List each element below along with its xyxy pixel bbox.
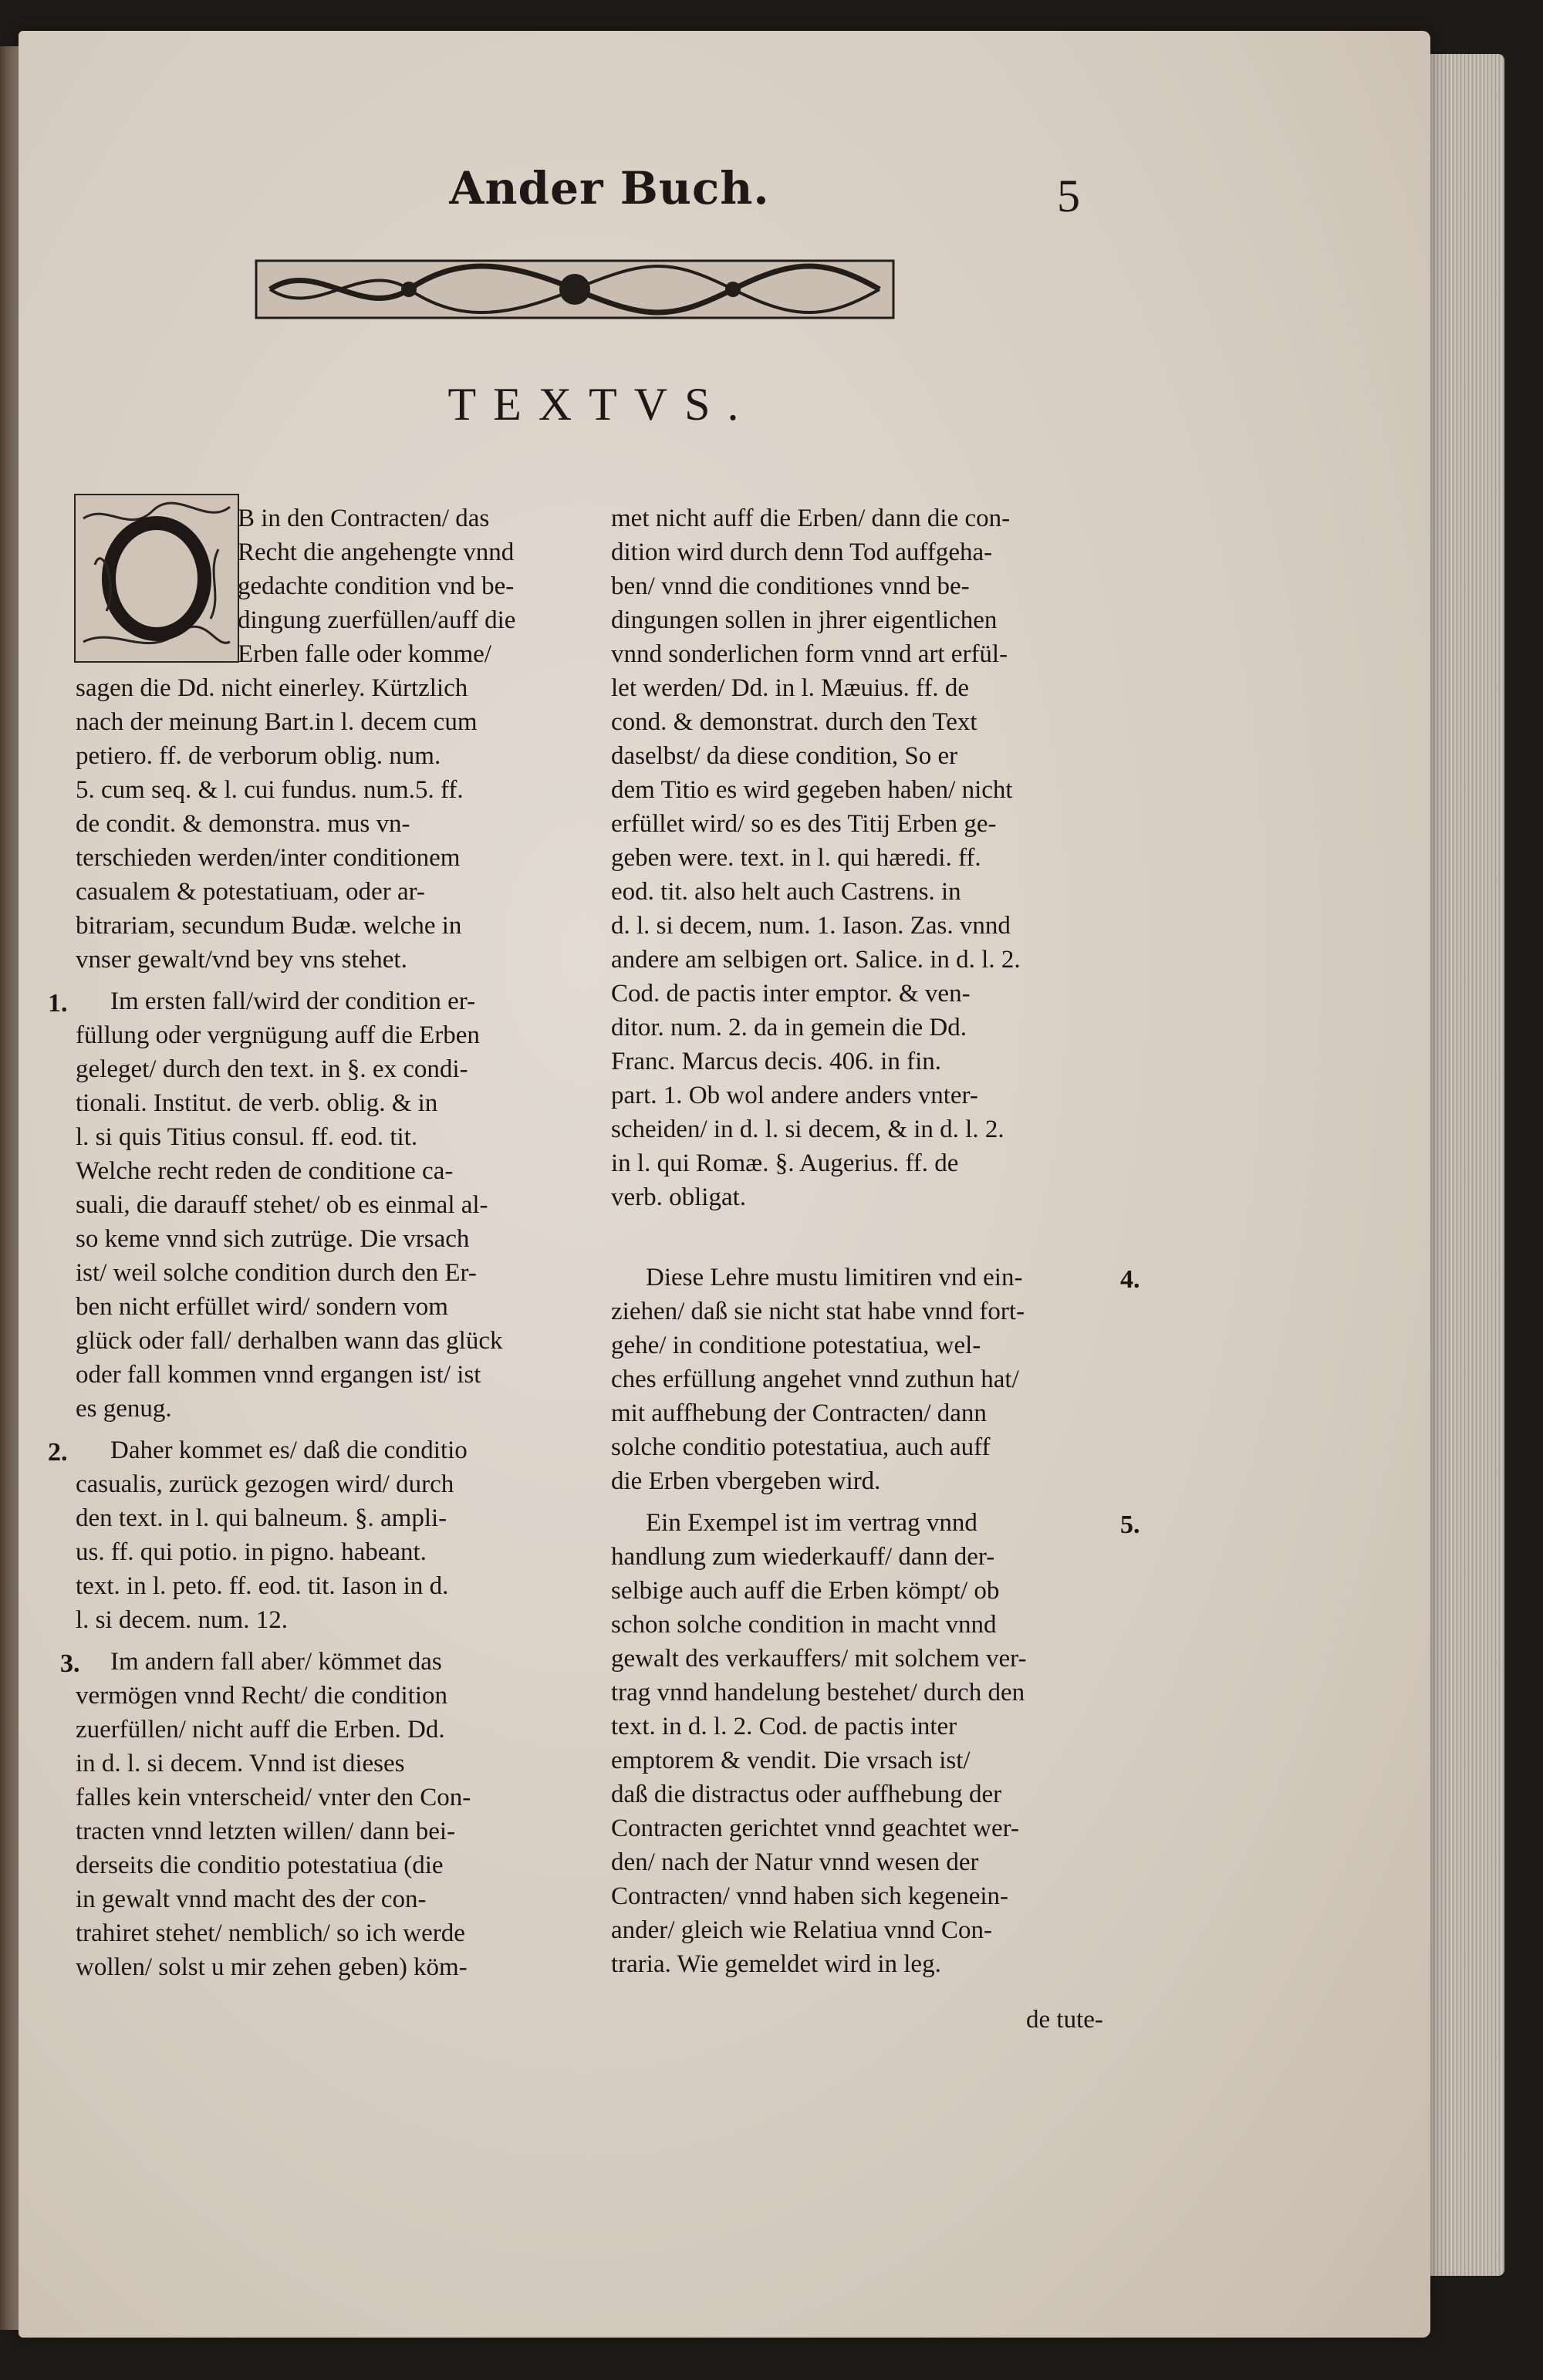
text-line: wollen/ solst u mir zehen geben) köm- xyxy=(76,1953,468,1981)
text-line: casualem & potestatiuam, oder ar- xyxy=(76,878,425,906)
text-line: Recht die angehengte vnnd xyxy=(238,538,515,566)
text-line: schon solche condition in macht vnnd xyxy=(611,1611,997,1639)
text-line: l. si quis Titius consul. ff. eod. tit. xyxy=(76,1123,418,1151)
text-line: nach der meinung Bart.in l. decem cum xyxy=(76,708,478,736)
text-line: solche conditio potestatiua, auch auff xyxy=(611,1433,991,1461)
marginal-number: 2. xyxy=(48,1438,68,1467)
text-line: petiero. ff. de verborum oblig. num. xyxy=(76,742,441,770)
text-line: us. ff. qui potio. in pigno. habeant. xyxy=(76,1538,427,1566)
text-line: andere am selbigen ort. Salice. in d. l. 2. xyxy=(611,946,1021,974)
text-line: den/ nach der Natur vnnd wesen der xyxy=(611,1848,979,1876)
text-line: die Erben vbergeben wird. xyxy=(611,1467,881,1495)
text-line: füllung oder vergnügung auff die Erben xyxy=(76,1021,480,1049)
text-line: suali, die darauff stehet/ ob es einmal al- xyxy=(76,1191,488,1219)
text-line: dingungen sollen in jhrer eigentlichen xyxy=(611,606,998,634)
text-line: verb. obligat. xyxy=(611,1183,747,1211)
text-line: geben were. text. in l. qui hæredi. ff. xyxy=(611,844,981,872)
text-line: Contracten gerichtet vnnd geachtet wer- xyxy=(611,1815,1019,1842)
marginal-number: 3. xyxy=(60,1649,80,1678)
text-line: tracten vnnd letzten willen/ dann bei- xyxy=(76,1818,456,1845)
text-line: handlung zum wiederkauff/ dann der- xyxy=(611,1543,995,1571)
text-line: falles kein vnterscheid/ vnter den Con- xyxy=(76,1784,471,1811)
text-line: text. in d. l. 2. Cod. de pactis inter xyxy=(611,1713,957,1740)
text-line: Daher kommet es/ daß die conditio xyxy=(110,1436,468,1464)
text-line: in l. qui Romæ. §. Augerius. ff. de xyxy=(611,1149,959,1177)
text-line: bitrariam, secundum Budæ. welche in xyxy=(76,912,462,940)
text-line: ziehen/ daß sie nicht stat habe vnnd fort- xyxy=(611,1298,1025,1325)
text-line: Diese Lehre mustu limitiren vnd ein- xyxy=(646,1264,1023,1291)
text-line: Franc. Marcus decis. 406. in fin. xyxy=(611,1048,941,1075)
page-number: 5 xyxy=(1057,170,1080,221)
marginal-number: 4. xyxy=(1120,1265,1140,1294)
text-line: trag vnnd handelung bestehet/ durch den xyxy=(611,1679,1025,1707)
text-line: gewalt des verkauffers/ mit solchem ver- xyxy=(611,1645,1027,1673)
text-line: in d. l. si decem. Vnnd ist dieses xyxy=(76,1750,405,1777)
text-line: de condit. & demonstra. mus vn- xyxy=(76,810,410,838)
text-line: casualis, zurück gezogen wird/ durch xyxy=(76,1470,454,1498)
text-line: gedachte condition vnd be- xyxy=(238,572,515,600)
text-line: Cod. de pactis inter emptor. & ven- xyxy=(611,980,971,1008)
text-line: l. si decem. num. 12. xyxy=(76,1606,288,1634)
text-line: derseits die conditio potestatiua (die xyxy=(76,1852,444,1879)
text-line: mit auffhebung der Contracten/ dann xyxy=(611,1399,987,1427)
text-line: geleget/ durch den text. in §. ex condi- xyxy=(76,1055,468,1083)
text-line: so keme vnnd sich zutrüge. Die vrsach xyxy=(76,1225,470,1253)
text-line: traria. Wie gemeldet wird in leg. xyxy=(611,1950,941,1978)
text-line: ditor. num. 2. da in gemein die Dd. xyxy=(611,1014,967,1041)
text-line: sagen die Dd. nicht einerley. Kürtzlich xyxy=(76,674,468,702)
text-line: terschieden werden/inter conditionem xyxy=(76,844,461,872)
text-line: dition wird durch denn Tod auffgeha- xyxy=(611,538,993,566)
text-line: zuerfüllen/ nicht auff die Erben. Dd. xyxy=(76,1716,445,1744)
text-line: vermögen vnnd Recht/ die condition xyxy=(76,1682,448,1710)
text-line: oder fall kommen vnnd ergangen ist/ ist xyxy=(76,1361,481,1389)
text-line: ist/ weil solche condition durch den Er- xyxy=(76,1259,477,1287)
text-line: 5. cum seq. & l. cui fundus. num.5. ff. xyxy=(76,776,464,804)
text-line: ches erfüllung angehet vnnd zuthun hat/ xyxy=(611,1366,1019,1393)
text-line: Im andern fall aber/ kömmet das xyxy=(110,1648,442,1676)
text-line: d. l. si decem, num. 1. Iason. Zas. vnnd xyxy=(611,912,1011,940)
text-line: scheiden/ in d. l. si decem, & in d. l. 2. xyxy=(611,1116,1004,1143)
text-line: part. 1. Ob wol andere anders vnter- xyxy=(611,1082,978,1109)
text-line: dingung zuerfüllen/auff die xyxy=(238,606,516,634)
text-line: gehe/ in conditione potestatiua, wel- xyxy=(611,1332,981,1359)
text-line: daselbst/ da diese condition, So er xyxy=(611,742,958,770)
text-line: vnnd sonderlichen form vnnd art erfül- xyxy=(611,640,1008,668)
text-line: emptorem & vendit. Die vrsach ist/ xyxy=(611,1747,971,1774)
text-line: Ein Exempel ist im vertrag vnnd xyxy=(646,1509,977,1537)
text-line: cond. & demonstrat. durch den Text xyxy=(611,708,977,736)
marginal-number: 5. xyxy=(1120,1511,1140,1539)
text-line: vnser gewalt/vnd bey vns stehet. xyxy=(76,946,407,974)
text-line: eod. tit. also helt auch Castrens. in xyxy=(611,878,961,906)
text-line: selbige auch auff die Erben kömpt/ ob xyxy=(611,1577,1000,1605)
text-line: let werden/ Dd. in l. Mæuius. ff. de xyxy=(611,674,970,702)
text-line: daß die distractus oder auffhebung der xyxy=(611,1781,1002,1808)
text-line: Contracten/ vnnd haben sich kegenein- xyxy=(611,1882,1008,1910)
text-line: Im ersten fall/wird der condition er- xyxy=(110,987,476,1015)
catchword: de tute- xyxy=(1026,2006,1103,2034)
text-line: ben/ vnnd die conditiones vnnd be- xyxy=(611,572,970,600)
text-line: ander/ gleich wie Relatiua vnnd Con- xyxy=(611,1916,992,1944)
marginal-number: 1. xyxy=(48,989,68,1018)
text-line: dem Titio es wird gegeben haben/ nicht xyxy=(611,776,1013,804)
text-line: text. in l. peto. ff. eod. tit. Iason in d. xyxy=(76,1572,449,1600)
text-line: es genug. xyxy=(76,1395,172,1423)
text-line: den text. in l. qui balneum. §. ampli- xyxy=(76,1504,447,1532)
page-edges xyxy=(1427,54,1504,2276)
text-line: in gewalt vnnd macht des der con- xyxy=(76,1885,427,1913)
text-line: Erben falle oder komme/ xyxy=(238,640,491,668)
text-line: ben nicht erfüllet wird/ sondern vom xyxy=(76,1293,448,1321)
text-line: glück oder fall/ derhalben wann das glück xyxy=(76,1327,503,1355)
text-line: tionali. Institut. de verb. oblig. & in xyxy=(76,1089,438,1117)
text-line: met nicht auff die Erben/ dann die con- xyxy=(611,505,1011,532)
text-line: Welche recht reden de conditione ca- xyxy=(76,1157,454,1185)
text-line: B in den Contracten/ das xyxy=(238,505,490,532)
running-head: Ander Buch. xyxy=(449,162,770,214)
section-heading: TEXTVS. xyxy=(447,379,756,430)
text-line: erfüllet wird/ so es des Titij Erben ge- xyxy=(611,810,997,838)
decorated-initial-icon xyxy=(74,494,239,663)
text-line: trahiret stehet/ nemblich/ so ich werde xyxy=(76,1919,465,1947)
woodcut-ornament-icon xyxy=(255,255,895,324)
